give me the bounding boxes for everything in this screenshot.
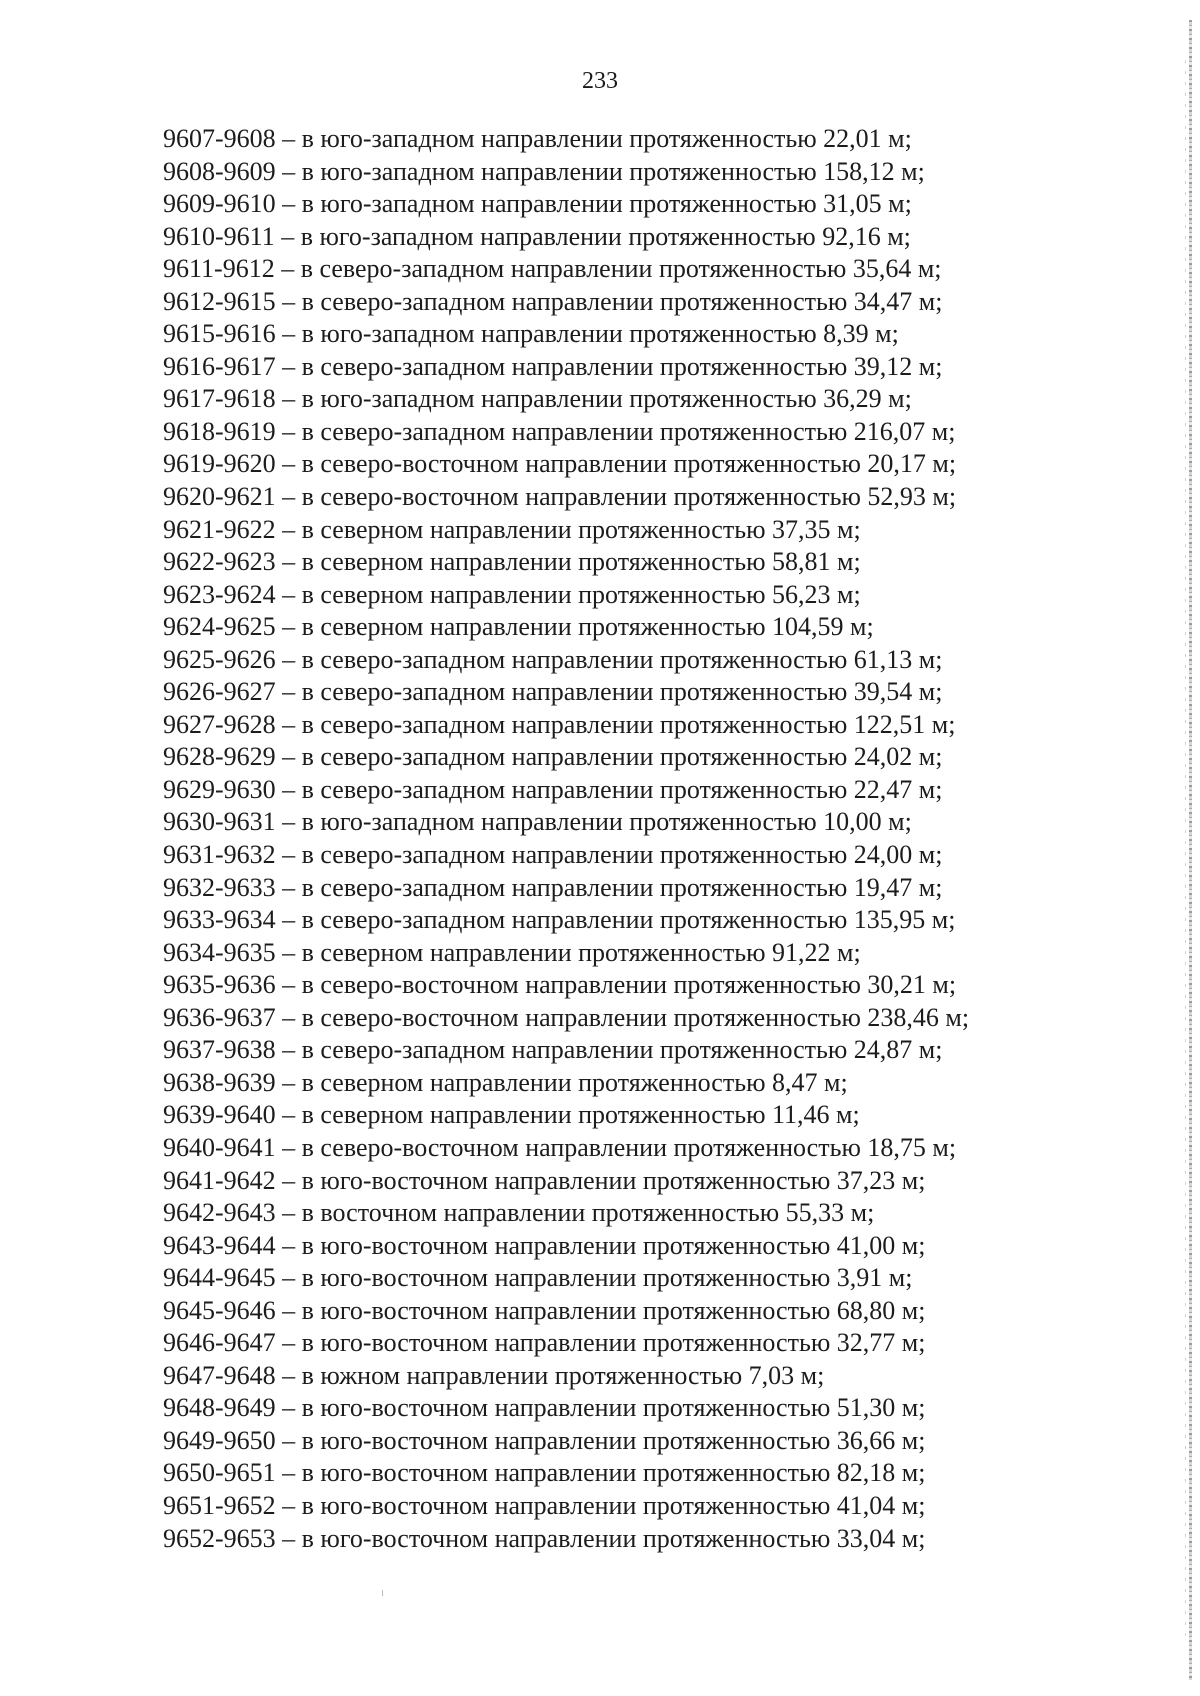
segment-line: 9644-9645 – в юго-восточном направлении протяженностью 3,91 м; xyxy=(163,1263,913,1293)
segment-line: 9647-9648 – в южном направлении протяженностью 7,03 м; xyxy=(163,1360,825,1390)
segment-line: 9634-9635 – в северном направлении протяженностью 91,22 м; xyxy=(163,937,861,967)
segment-line: 9611-9612 – в северо-западном направлении протяженностью 35,64 м; xyxy=(163,254,942,284)
segment-line: 9623-9624 – в северном направлении протяженностью 56,23 м; xyxy=(163,579,861,609)
scan-speck xyxy=(382,1590,383,1596)
segment-line: 9616-9617 – в северо-западном направлении протяженностью 39,12 м; xyxy=(163,351,943,381)
segment-line: 9608-9609 – в юго-западном направлении протяженностью 158,12 м; xyxy=(163,156,925,186)
segment-line: 9651-9652 – в юго-восточном направлении протяженностью 41,04 м; xyxy=(163,1490,926,1520)
segment-line: 9632-9633 – в северо-западном направлении протяженностью 19,47 м; xyxy=(163,872,943,902)
scan-edge-artifact xyxy=(1185,60,1186,1640)
segment-line: 9628-9629 – в северо-западном направлении протяженностью 24,02 м; xyxy=(163,742,943,772)
segment-line: 9652-9653 – в юго-восточном направлении протяженностью 33,04 м; xyxy=(163,1523,926,1553)
segment-line: 9642-9643 – в восточном направлении протяженностью 55,33 м; xyxy=(163,1198,875,1228)
segment-line: 9618-9619 – в северо-западном направлении протяженностью 216,07 м; xyxy=(163,416,956,446)
segment-line: 9635-9636 – в северо-восточном направлении протяженностью 30,21 м; xyxy=(163,970,957,1000)
segment-line: 9617-9618 – в юго-западном направлении протяженностью 36,29 м; xyxy=(163,384,912,414)
segment-line: 9641-9642 – в юго-восточном направлении протяженностью 37,23 м; xyxy=(163,1165,926,1195)
segment-line: 9624-9625 – в северном направлении протяженностью 104,59 м; xyxy=(163,612,874,642)
segment-line: 9625-9626 – в северо-западном направлении протяженностью 61,13 м; xyxy=(163,644,943,674)
segment-line: 9646-9647 – в юго-восточном направлении протяженностью 32,77 м; xyxy=(163,1328,926,1358)
segment-line: 9609-9610 – в юго-западном направлении протяженностью 31,05 м; xyxy=(163,189,912,219)
segment-line: 9631-9632 – в северо-западном направлении протяженностью 24,00 м; xyxy=(163,840,943,870)
segment-line: 9645-9646 – в юго-восточном направлении протяженностью 68,80 м; xyxy=(163,1295,926,1325)
segment-line: 9612-9615 – в северо-западном направлении протяженностью 34,47 м; xyxy=(163,286,943,316)
segment-line: 9620-9621 – в северо-восточном направлении протяженностью 52,93 м; xyxy=(163,482,957,512)
segment-line: 9643-9644 – в юго-восточном направлении протяженностью 41,00 м; xyxy=(163,1230,926,1260)
segment-line: 9610-9611 – в юго-западном направлении протяженностью 92,16 м; xyxy=(163,221,911,251)
segment-line: 9627-9628 – в северо-западном направлении протяженностью 122,51 м; xyxy=(163,709,956,739)
segment-line: 9638-9639 – в северном направлении протяженностью 8,47 м; xyxy=(163,1067,848,1097)
segment-line: 9607-9608 – в юго-западном направлении протяженностью 22,01 м; xyxy=(163,124,912,153)
segment-line: 9630-9631 – в юго-западном направлении протяженностью 10,00 м; xyxy=(163,807,912,837)
segment-line: 9621-9622 – в северном направлении протяженностью 37,35 м; xyxy=(163,514,861,544)
segment-line: 9619-9620 – в северо-восточном направлении протяженностью 20,17 м; xyxy=(163,449,957,479)
segment-line: 9633-9634 – в северо-западном направлении протяженностью 135,95 м; xyxy=(163,905,956,935)
segment-line: 9648-9649 – в юго-восточном направлении протяженностью 51,30 м; xyxy=(163,1393,926,1423)
segment-line: 9622-9623 – в северном направлении протяженностью 58,81 м; xyxy=(163,547,861,577)
segment-line: 9649-9650 – в юго-восточном направлении протяженностью 36,66 м; xyxy=(163,1425,926,1455)
segment-line: 9637-9638 – в северо-западном направлении протяженностью 24,87 м; xyxy=(163,1035,943,1065)
segment-line: 9626-9627 – в северо-западном направлении протяженностью 39,54 м; xyxy=(163,677,943,707)
segment-line: 9650-9651 – в юго-восточном направлении протяженностью 82,18 м; xyxy=(163,1458,926,1488)
segment-line: 9639-9640 – в северном направлении протяженностью 11,46 м; xyxy=(163,1100,860,1130)
boundary-segments-list xyxy=(163,123,1063,1555)
scan-edge-artifact xyxy=(1189,20,1192,1680)
segment-line: 9629-9630 – в северо-западном направлении протяженностью 22,47 м; xyxy=(163,774,943,804)
segment-line: 9615-9616 – в юго-западном направлении протяженностью 8,39 м; xyxy=(163,319,899,349)
segment-line: 9636-9637 – в северо-восточном направлении протяженностью 238,46 м; xyxy=(163,1002,970,1032)
segment-line: 9640-9641 – в северо-восточном направлении протяженностью 18,75 м; xyxy=(163,1132,957,1162)
page-number: 233 xyxy=(582,68,618,94)
